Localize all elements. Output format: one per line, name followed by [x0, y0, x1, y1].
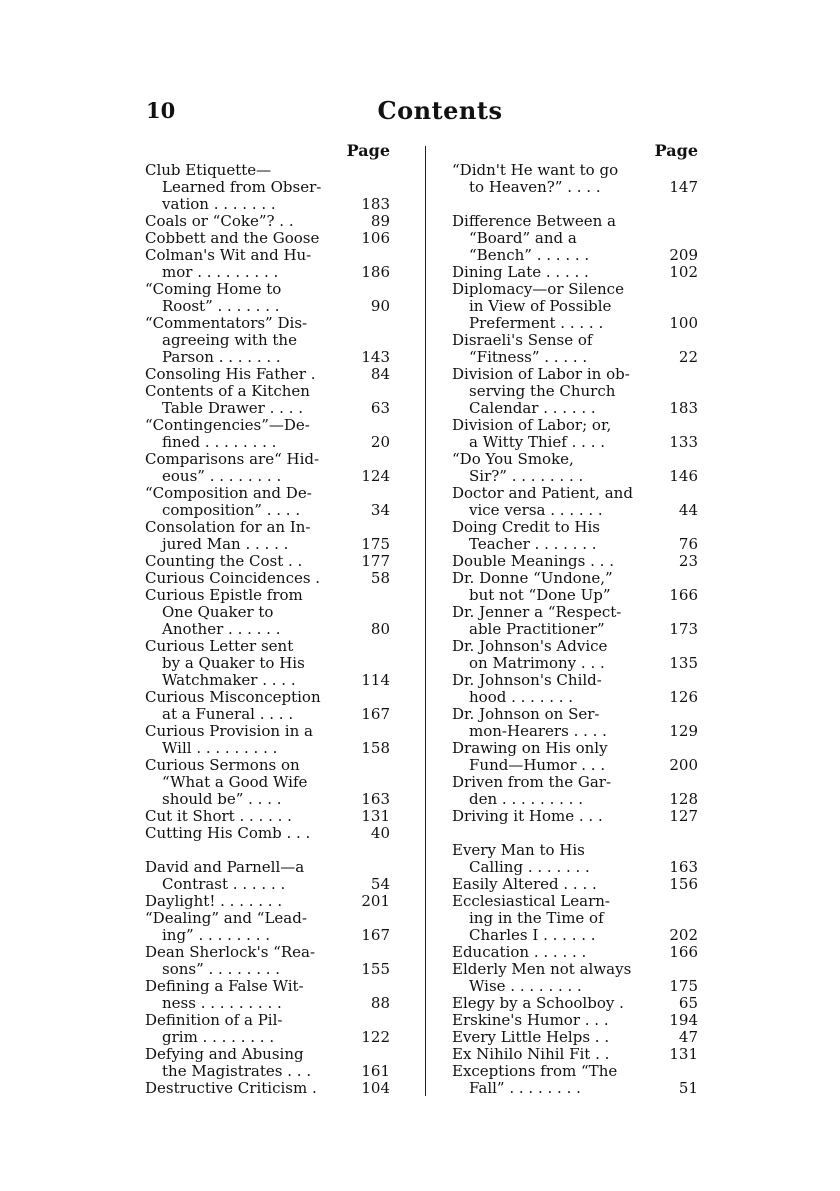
toc-entry-title-line: Drawing on His only	[452, 739, 608, 757]
toc-entry-title-line: Contents of a Kitchen	[145, 382, 310, 400]
toc-entry[interactable]	[452, 570, 698, 604]
toc-entry-title-line: “Coming Home to	[145, 280, 282, 298]
toc-entry-title-line: Ex Nihilo Nihil Fit . .	[452, 1045, 610, 1063]
toc-entry-title-line: Dr. Johnson's Child-	[452, 671, 602, 689]
page-number: 10	[146, 98, 176, 123]
toc-entry[interactable]	[452, 332, 698, 366]
toc-entry[interactable]	[452, 417, 698, 451]
toc-entry-title-line: Easily Altered . . . .	[452, 875, 597, 893]
toc-entry-page-number: 166	[669, 943, 698, 961]
toc-entry[interactable]	[145, 451, 390, 485]
toc-entry[interactable]	[145, 825, 390, 842]
toc-entry[interactable]	[452, 774, 698, 808]
contents-column-left	[145, 142, 390, 1097]
toc-entry-title-line: Coals or “Coke”? . .	[145, 212, 294, 230]
toc-entry-title-line: Definition of a Pil-	[145, 1011, 283, 1029]
toc-entry[interactable]	[452, 876, 698, 893]
toc-entry-page-number: 114	[361, 671, 390, 689]
toc-entry[interactable]	[145, 315, 390, 366]
toc-entry-title-line: Education . . . . . .	[452, 943, 587, 961]
toc-entry-title-line: Curious Sermons on	[145, 756, 300, 774]
toc-entry-page-number: 200	[669, 756, 698, 774]
toc-entry-title-line: serving the Church	[469, 382, 616, 400]
page-title: Contents	[377, 96, 503, 125]
column-heading-page: Page	[346, 141, 390, 160]
toc-entry[interactable]	[452, 1046, 698, 1063]
toc-entry-title-line: Dr. Jenner a “Respect-	[452, 603, 622, 621]
contents-column-right	[452, 142, 698, 1097]
toc-entry-page-number: 51	[678, 1079, 698, 1097]
toc-entry-title-line: Disraeli's Sense of	[452, 331, 593, 349]
toc-entry-title-line: Erskine's Humor . . .	[452, 1011, 609, 1029]
toc-entry-title-line: grim . . . . . . . .	[162, 1028, 275, 1046]
toc-entry-title-line: Teacher . . . . . . .	[469, 535, 597, 553]
toc-entry-page-number: 143	[361, 348, 390, 366]
toc-entry[interactable]	[145, 859, 390, 893]
toc-entry[interactable]	[145, 230, 390, 247]
toc-entry-title-line: Dr. Donne “Undone,”	[452, 569, 613, 587]
toc-entry[interactable]	[452, 893, 698, 944]
toc-entry-page-number: 133	[669, 433, 698, 451]
toc-entry-page-number: 173	[669, 620, 698, 638]
toc-entry-page-number: 104	[361, 1079, 390, 1097]
toc-entry-title-line: in View of Possible	[469, 297, 612, 315]
toc-entry[interactable]	[452, 740, 698, 774]
toc-entry-title-line: but not “Done Up”	[469, 586, 611, 604]
toc-entry-page-number: 156	[669, 875, 698, 893]
toc-entry-page-number: 124	[361, 467, 390, 485]
toc-entry-page-number: 158	[361, 739, 390, 757]
toc-entry-page-number: 202	[669, 926, 698, 944]
toc-entry-page-number: 58	[370, 569, 390, 587]
toc-entry-page-number: 186	[361, 263, 390, 281]
toc-entry-title-line: sons” . . . . . . . .	[162, 960, 281, 978]
toc-entry-title-line: Diplomacy—or Silence	[452, 280, 624, 298]
toc-entry-title-line: Curious Letter sent	[145, 637, 294, 655]
toc-entry-title-line: Exceptions from “The	[452, 1062, 618, 1080]
toc-entry-title-line: Consoling His Father .	[145, 365, 316, 383]
toc-entry-title-line: Another . . . . . .	[162, 620, 281, 638]
toc-entry-title-line: Ecclesiastical Learn-	[452, 892, 610, 910]
toc-entry-page-number: 90	[370, 297, 390, 315]
toc-entry-page-number: 128	[669, 790, 698, 808]
toc-entry-title-line: should be” . . . .	[162, 790, 282, 808]
toc-entry-title-line: hood . . . . . . .	[469, 688, 574, 706]
toc-entry-page-number: 44	[678, 501, 698, 519]
toc-entry-title-line: Division of Labor in ob-	[452, 365, 630, 383]
toc-entry[interactable]	[452, 553, 698, 570]
toc-entry-page-number: 167	[361, 926, 390, 944]
toc-entry-title-line: Defying and Abusing	[145, 1045, 304, 1063]
toc-entry-title-line: Watchmaker . . . .	[162, 671, 296, 689]
toc-entry-title-line: Calendar . . . . . .	[469, 399, 596, 417]
toc-entry-title-line: fined . . . . . . . .	[162, 433, 277, 451]
toc-entry-title-line: on Matrimony . . .	[469, 654, 605, 672]
toc-entry[interactable]	[145, 689, 390, 723]
toc-entry-page-number: 194	[669, 1011, 698, 1029]
toc-entry-title-line: Defining a False Wit-	[145, 977, 304, 995]
toc-entry-page-number: 135	[669, 654, 698, 672]
toc-entry-title-line: Elderly Men not always	[452, 960, 632, 978]
toc-entry-title-line: Will . . . . . . . . .	[162, 739, 278, 757]
toc-entry[interactable]	[452, 264, 698, 281]
toc-entry-title-line: Learned from Obser-	[162, 178, 322, 196]
toc-entry-page-number: 147	[669, 178, 698, 196]
toc-entry[interactable]	[452, 1012, 698, 1029]
toc-entry-title-line: Parson . . . . . . .	[162, 348, 281, 366]
toc-entry-title-line: “What a Good Wife	[162, 773, 308, 791]
toc-entry-title-line: Doing Credit to His	[452, 518, 601, 536]
toc-entry[interactable]	[145, 383, 390, 417]
toc-entry[interactable]	[452, 604, 698, 638]
toc-entry-page-number: 63	[370, 399, 390, 417]
toc-entry-title-line: jured Man . . . . .	[162, 535, 289, 553]
toc-entry[interactable]	[452, 366, 698, 417]
toc-entry[interactable]	[452, 706, 698, 740]
toc-entry-page-number: 106	[361, 229, 390, 247]
toc-entry-title-line: Curious Misconception	[145, 688, 321, 706]
toc-entry[interactable]	[452, 842, 698, 876]
toc-entry[interactable]	[452, 961, 698, 995]
toc-entry-title-line: Club Etiquette—	[145, 161, 272, 179]
toc-entry-page-number: 102	[669, 263, 698, 281]
section-gap	[452, 196, 698, 213]
toc-entry-title-line: Curious Provision in a	[145, 722, 313, 740]
toc-entry-title-line: agreeing with the	[162, 331, 297, 349]
section-gap	[145, 842, 390, 859]
toc-entry-title-line: eous” . . . . . . . .	[162, 467, 282, 485]
toc-entry-title-line: Driven from the Gar-	[452, 773, 612, 791]
toc-entry-title-line: Double Meanings . . .	[452, 552, 614, 570]
toc-entry-page-number: 175	[669, 977, 698, 995]
toc-entry-title-line: Every Man to His	[452, 841, 585, 859]
toc-entry-page-number: 127	[669, 807, 698, 825]
toc-entry[interactable]	[145, 1080, 390, 1097]
toc-entry[interactable]	[145, 944, 390, 978]
toc-entry-title-line: “Composition and De-	[145, 484, 312, 502]
toc-entry-page-number: 54	[370, 875, 390, 893]
toc-entry-page-number: 161	[361, 1062, 390, 1080]
toc-entry-title-line: Calling . . . . . . .	[469, 858, 590, 876]
toc-entry-title-line: “Bench” . . . . . .	[469, 246, 590, 264]
toc-entry-title-line: at a Funeral . . . .	[162, 705, 294, 723]
toc-entry-title-line: Comparisons are“ Hid-	[145, 450, 320, 468]
toc-entry-page-number: 47	[678, 1028, 698, 1046]
toc-entry-title-line: Charles I . . . . . .	[469, 926, 596, 944]
toc-entry-title-line: able Practitioner”	[469, 620, 605, 638]
toc-entry-page-number: 122	[361, 1028, 390, 1046]
toc-entry[interactable]	[452, 672, 698, 706]
toc-entry-title-line: David and Parnell—a	[145, 858, 305, 876]
toc-entry[interactable]	[145, 213, 390, 230]
toc-entry-title-line: “Didn't He want to go	[452, 161, 619, 179]
toc-entry-page-number: 20	[370, 433, 390, 451]
toc-entry-title-line: Curious Coincidences .	[145, 569, 321, 587]
toc-entry-page-number: 183	[361, 195, 390, 213]
toc-entry-title-line: Cobbett and the Goose	[145, 229, 320, 247]
toc-entry-title-line: One Quaker to	[162, 603, 274, 621]
toc-entry-title-line: “Fitness” . . . . .	[469, 348, 588, 366]
toc-entry-title-line: Fall” . . . . . . . .	[469, 1079, 581, 1097]
toc-entry-title-line: Colman's Wit and Hu-	[145, 246, 312, 264]
toc-entry[interactable]	[452, 638, 698, 672]
toc-entry[interactable]	[452, 451, 698, 485]
toc-entry[interactable]	[452, 485, 698, 519]
toc-entry-title-line: Wise . . . . . . . .	[469, 977, 582, 995]
toc-entry[interactable]	[452, 995, 698, 1012]
toc-entry-title-line: “Dealing” and “Lead-	[145, 909, 307, 927]
toc-entry[interactable]	[452, 944, 698, 961]
toc-entry-page-number: 84	[370, 365, 390, 383]
toc-entry[interactable]	[145, 978, 390, 1012]
toc-entry[interactable]	[145, 757, 390, 808]
toc-entry-page-number: 146	[669, 467, 698, 485]
toc-entry[interactable]	[145, 893, 390, 910]
toc-entry-page-number: 209	[669, 246, 698, 264]
toc-entry-title-line: by a Quaker to His	[162, 654, 305, 672]
toc-entry-title-line: “Board” and a	[469, 229, 577, 247]
toc-entry-title-line: Dean Sherlock's “Rea-	[145, 943, 316, 961]
toc-entry-title-line: Every Little Helps . .	[452, 1028, 610, 1046]
toc-entry-page-number: 183	[669, 399, 698, 417]
toc-entry[interactable]	[452, 808, 698, 825]
toc-entry-page-number: 100	[669, 314, 698, 332]
toc-entry[interactable]	[452, 519, 698, 553]
toc-entry[interactable]	[145, 1012, 390, 1046]
toc-entry-title-line: Consolation for an In-	[145, 518, 311, 536]
toc-entry-page-number: 76	[678, 535, 698, 553]
toc-entry[interactable]	[145, 910, 390, 944]
toc-entry-title-line: “Contingencies”—De-	[145, 416, 310, 434]
toc-entry-page-number: 131	[361, 807, 390, 825]
toc-entry-title-line: Difference Between a	[452, 212, 617, 230]
toc-entry-title-line: Fund—Humor . . .	[469, 756, 606, 774]
toc-entry-title-line: a Witty Thief . . . .	[469, 433, 605, 451]
toc-entry-page-number: 163	[669, 858, 698, 876]
toc-entry[interactable]	[145, 570, 390, 587]
column-heading-page: Page	[654, 141, 698, 160]
toc-entry-title-line: ing in the Time of	[469, 909, 604, 927]
toc-entry-title-line: Cutting His Comb . . .	[145, 824, 311, 842]
toc-entry-page-number: 175	[361, 535, 390, 553]
toc-entry-title-line: Daylight! . . . . . . .	[145, 892, 283, 910]
toc-entry-title-line: vation . . . . . . .	[162, 195, 276, 213]
toc-entry-title-line: the Magistrates . . .	[162, 1062, 312, 1080]
toc-entry[interactable]	[145, 808, 390, 825]
toc-entry-title-line: “Commentators” Dis-	[145, 314, 308, 332]
toc-entry-title-line: Dr. Johnson on Ser-	[452, 705, 600, 723]
column-divider	[425, 146, 426, 1096]
toc-entry-title-line: Preferment . . . . .	[469, 314, 604, 332]
toc-entry[interactable]	[145, 485, 390, 519]
toc-entry-title-line: composition” . . . .	[162, 501, 301, 519]
toc-entry-title-line: vice versa . . . . . .	[469, 501, 603, 519]
toc-entry-title-line: Cut it Short . . . . . .	[145, 807, 292, 825]
toc-entry-title-line: ing” . . . . . . . .	[162, 926, 271, 944]
toc-entry-page-number: 155	[361, 960, 390, 978]
toc-entry[interactable]	[145, 417, 390, 451]
section-gap	[452, 825, 698, 842]
toc-entry[interactable]	[145, 638, 390, 689]
toc-entry[interactable]	[145, 366, 390, 383]
toc-entry-title-line: mon-Hearers . . . .	[469, 722, 607, 740]
toc-entry-title-line: Elegy by a Schoolboy .	[452, 994, 624, 1012]
toc-entry[interactable]	[145, 553, 390, 570]
toc-entry[interactable]	[452, 1063, 698, 1097]
toc-entry[interactable]	[145, 1046, 390, 1080]
toc-entry-page-number: 22	[678, 348, 698, 366]
toc-entry-title-line: Table Drawer . . . .	[162, 399, 303, 417]
toc-entry-page-number: 131	[669, 1045, 698, 1063]
toc-entry[interactable]	[452, 162, 698, 196]
toc-entry-page-number: 89	[370, 212, 390, 230]
toc-entry[interactable]	[145, 723, 390, 757]
toc-entry-page-number: 167	[361, 705, 390, 723]
toc-entry-title-line: Counting the Cost . .	[145, 552, 303, 570]
toc-entry[interactable]	[145, 281, 390, 315]
toc-entry[interactable]	[452, 281, 698, 332]
toc-entry-title-line: Dr. Johnson's Advice	[452, 637, 608, 655]
toc-entry-page-number: 177	[361, 552, 390, 570]
toc-entry-page-number: 23	[678, 552, 698, 570]
toc-entry-title-line: “Do You Smoke,	[452, 450, 574, 468]
toc-entry-title-line: to Heaven?” . . . .	[469, 178, 601, 196]
toc-entry-title-line: ness . . . . . . . . .	[162, 994, 282, 1012]
toc-entry-title-line: mor . . . . . . . . .	[162, 263, 279, 281]
toc-entry-page-number: 163	[361, 790, 390, 808]
toc-entry[interactable]	[145, 587, 390, 638]
toc-entry[interactable]	[452, 1029, 698, 1046]
toc-entry-title-line: Driving it Home . . .	[452, 807, 603, 825]
toc-entry[interactable]	[145, 162, 390, 213]
toc-entry-page-number: 166	[669, 586, 698, 604]
toc-entry-page-number: 88	[370, 994, 390, 1012]
toc-entry-title-line: Curious Epistle from	[145, 586, 303, 604]
toc-entry-page-number: 65	[678, 994, 698, 1012]
toc-entry[interactable]	[452, 213, 698, 264]
toc-entry-page-number: 40	[370, 824, 390, 842]
toc-entry-title-line: Sir?” . . . . . . . .	[469, 467, 584, 485]
toc-entry-title-line: Division of Labor; or,	[452, 416, 612, 434]
toc-entry[interactable]	[145, 247, 390, 281]
toc-entry[interactable]	[145, 519, 390, 553]
toc-entry-title-line: Contrast . . . . . .	[162, 875, 286, 893]
toc-entry-page-number: 34	[370, 501, 390, 519]
toc-entry-title-line: den . . . . . . . . .	[469, 790, 583, 808]
toc-entry-page-number: 80	[370, 620, 390, 638]
toc-entry-title-line: Dining Late . . . . .	[452, 263, 589, 281]
toc-entry-page-number: 126	[669, 688, 698, 706]
toc-entry-title-line: Roost” . . . . . . .	[162, 297, 280, 315]
toc-entry-title-line: Doctor and Patient, and	[452, 484, 633, 502]
toc-entry-page-number: 201	[361, 892, 390, 910]
toc-entry-title-line: Destructive Criticism .	[145, 1079, 317, 1097]
toc-entry-page-number: 129	[669, 722, 698, 740]
